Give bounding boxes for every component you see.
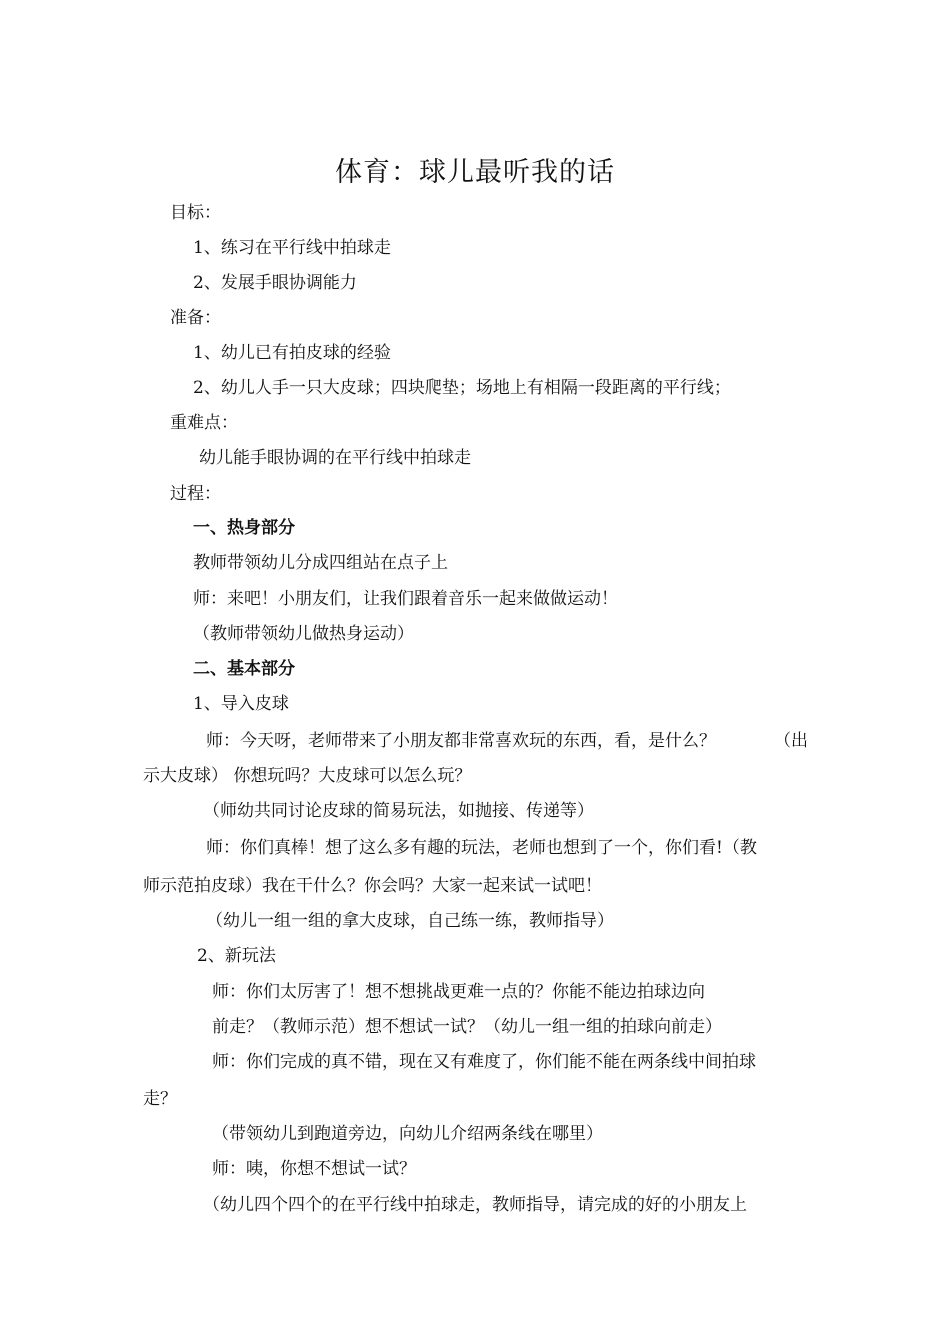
section-2-paragraph-8: 师：咦，你想不想试一试？: [212, 1159, 416, 1179]
section-2-title: 二、基本部分: [193, 659, 295, 679]
section-2-paragraph-7: （带领幼儿到跑道旁边，向幼儿介绍两条线在哪里）: [212, 1124, 603, 1144]
document-title: 体育：球儿最听我的话: [335, 157, 615, 188]
section-2-subheading-1: 1、导入皮球: [193, 694, 289, 714]
section-1-paragraph-2: 师：来吧！小朋友们，让我们跟着音乐一起来做做运动！: [193, 589, 618, 609]
key-heading: 重难点：: [170, 413, 238, 433]
key-item-1: 幼儿能手眼协调的在平行线中拍球走: [199, 448, 471, 468]
process-heading: 过程：: [170, 484, 221, 504]
section-1-paragraph-3: （教师带领幼儿做热身运动）: [193, 624, 414, 644]
section-2-paragraph-6-line-1: 师：你们完成的真不错，现在又有难度了，你们能不能在两条线中间拍球: [212, 1052, 756, 1072]
section-2-paragraph-9: （幼儿四个四个的在平行线中拍球走，教师指导，请完成的好的小朋友上: [203, 1195, 747, 1215]
section-2-paragraph-3-line-1: 师：你们真棒！想了这么多有趣的玩法，老师也想到了一个，你们看!（教: [206, 838, 757, 858]
prep-heading: 准备：: [170, 308, 221, 328]
section-1-paragraph-1: 教师带领幼儿分成四组站在点子上: [193, 553, 448, 573]
section-2-paragraph-5-line-2: 前走？（教师示范）想不想试一试？（幼儿一组一组的拍球向前走）: [212, 1017, 722, 1037]
prep-item-2: 2、幼儿人手一只大皮球；四块爬垫；场地上有相隔一段距离的平行线；: [193, 378, 731, 398]
goal-item-1: 1、练习在平行线中拍球走: [193, 238, 391, 258]
section-2-paragraph-6-line-2: 走？: [143, 1089, 177, 1109]
goals-heading: 目标：: [170, 203, 221, 223]
goal-item-2: 2、发展手眼协调能力: [193, 273, 357, 293]
section-2-paragraph-1-line-2: 示大皮球） 你想玩吗？大皮球可以怎么玩？: [143, 766, 472, 786]
section-1-title: 一、热身部分: [193, 518, 295, 538]
section-2-paragraph-2: （师幼共同讨论皮球的简易玩法，如抛接、传递等）: [203, 801, 594, 821]
section-2-paragraph-1-aside: （出: [774, 731, 808, 751]
section-2-subheading-2: 2、新玩法: [197, 946, 276, 966]
prep-item-1: 1、幼儿已有拍皮球的经验: [193, 343, 391, 363]
section-2-paragraph-1-text: 师：今天呀，老师带来了小朋友都非常喜欢玩的东西，看，是什么？: [206, 731, 716, 751]
section-2-paragraph-3-line-2: 师示范拍皮球）我在干什么？你会吗？大家一起来试一试吧！: [143, 876, 602, 896]
section-2-paragraph-4: （幼儿一组一组的拿大皮球，自己练一练，教师指导）: [206, 911, 614, 931]
section-2-paragraph-5-line-1: 师：你们太厉害了！想不想挑战更难一点的？你能不能边拍球边向: [212, 982, 705, 1002]
section-2-paragraph-1-line-1: [206, 729, 808, 753]
